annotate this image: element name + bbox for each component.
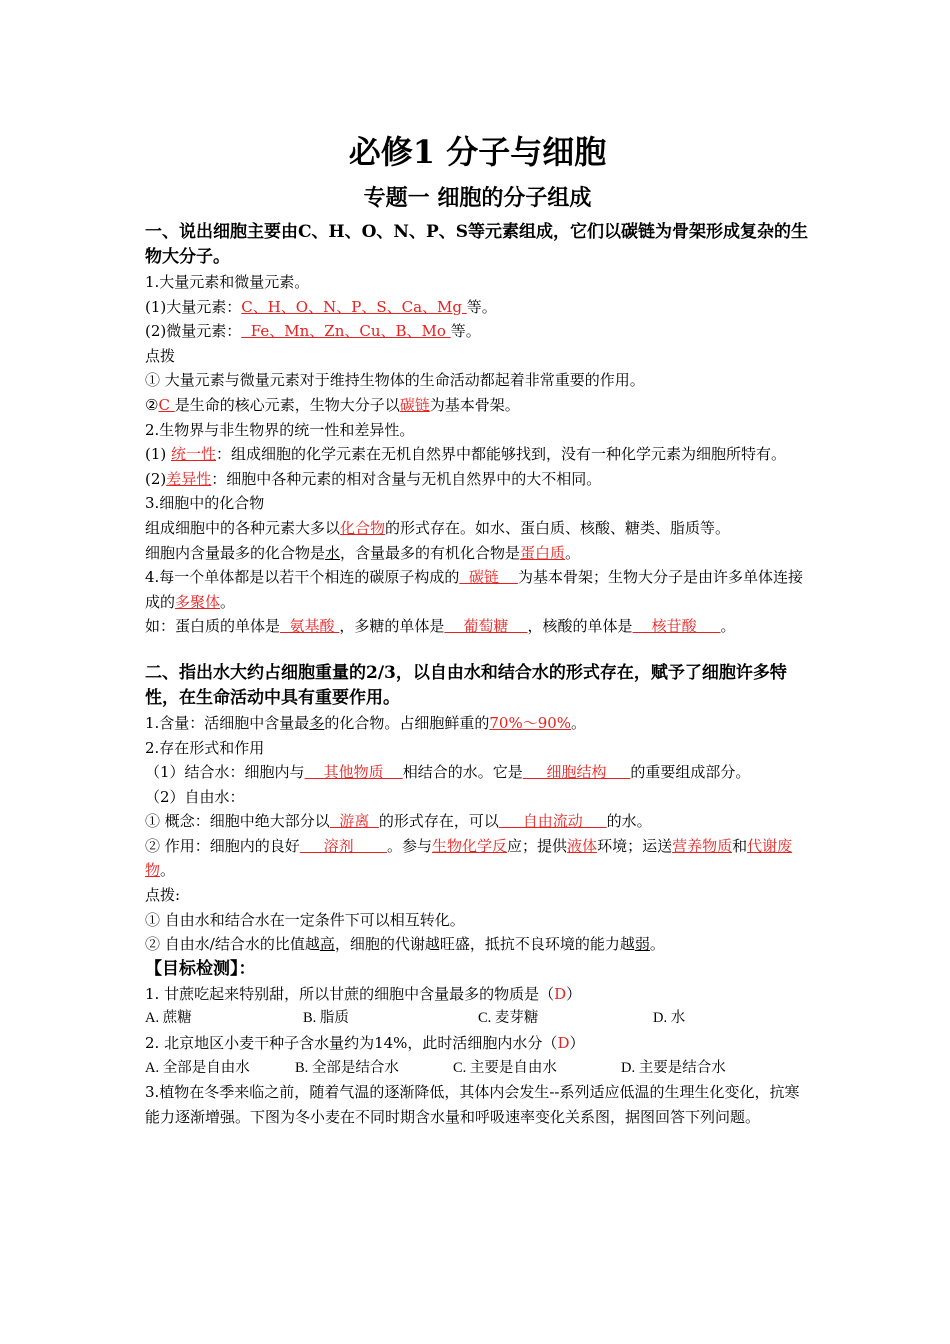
answer-text: 差异性 [166, 469, 212, 488]
document-page [145, 130, 810, 1129]
paragraph: 4.每一个单体都是以若干个相连的碳原子构成的 碳链 为基本骨架；生物大分子是由许多单体连接成的多聚体。 [145, 568, 803, 611]
section-spacer [145, 639, 810, 661]
question-1: 1. 甘蔗吃起来特别甜，所以甘蔗的细胞中含量最多的物质是（D） [145, 984, 582, 1003]
paragraph: 1.含量：活细胞中含量最多的化合物。占细胞鲜重的70%～90%。 [145, 713, 587, 732]
option-d: D. 水 [653, 1010, 686, 1027]
option-d: D. 主要是结合水 [621, 1059, 726, 1076]
answer-text: 自由流动 [498, 812, 607, 831]
answer-text: 液体 [567, 836, 598, 855]
section-2-heading: 二、指出水大约占细胞重量的2/3，以自由水和结合水的形式存在，赋予了细胞许多特性，在生命活动中具有重要作用。 [145, 662, 787, 708]
answer-text: 70%～90% [489, 713, 572, 732]
question-2-options [145, 1056, 810, 1081]
answer-text: C、H、O、N、P、S、Ca、Mg [241, 297, 467, 316]
paragraph: 2.生物界与非生物界的统一性和差异性。 [145, 420, 415, 439]
paragraph: ② 自由水/结合水的比值越高，细胞的代谢越旺盛，抵抗不良环境的能力越弱。 [145, 935, 665, 954]
answer-text: 溶剂 [299, 836, 387, 855]
paragraph: (1)大量元素：C、H、O、N、P、S、Ca、Mg 等。 [145, 297, 497, 316]
answer-text: 其他物质 [304, 763, 403, 782]
answer-text: 氨基酸 [280, 617, 340, 636]
option-b: B. 全部是结合水 [295, 1059, 399, 1076]
answer-text: Fe、Mn、Zn、Cu、B、Mo [241, 322, 451, 341]
paragraph: (2)差异性：细胞中各种元素的相对含量与无机自然界中的大不相同。 [145, 469, 602, 488]
paragraph: 1.大量元素和微量元素。 [145, 273, 310, 291]
page-title: 必修1 分子与细胞 [348, 133, 607, 171]
paragraph: （2）自由水： [145, 787, 245, 806]
answer-text: 化合物 [340, 518, 386, 537]
option-a: A. 全部是自由水 [145, 1059, 250, 1076]
answer-text: 营养物质 [672, 836, 733, 855]
answer-text: C [158, 395, 175, 414]
answer-text: 蛋白质 [520, 543, 566, 562]
answer-text: 碳链 [399, 395, 430, 414]
answer-text: 游离 [329, 812, 379, 831]
paragraph: ① 概念：细胞中绝大部分以 游离 的形式存在，可以 自由流动 的水。 [145, 812, 652, 831]
answer-text: 代谢废物 [145, 836, 793, 880]
option-c: C. 主要是自由水 [453, 1059, 557, 1076]
paragraph: ②C 是生命的核心元素，生物大分子以碳链为基本骨架。 [145, 395, 520, 414]
paragraph: 点拨 [145, 346, 176, 365]
paragraph: ① 大量元素与微量元素对于维持生物体的生命活动都起着非常重要的作用。 [145, 371, 645, 390]
option-b: B. 脂质 [303, 1010, 349, 1027]
paragraph: ② 作用：细胞内的良好 溶剂 。参与生物化学反应；提供液体环境；运送营养物质和代谢废物。 [145, 836, 793, 880]
paragraph: 组成细胞中的各种元素大多以化合物的形式存在。如水、蛋白质、核酸、糖类、脂质等。 [145, 518, 731, 537]
paragraph: (1) 统一性：组成细胞的化学元素在无机自然界中都能够找到，没有一种化学元素为细胞所特有。 [145, 445, 787, 464]
answer-text: 葡萄糖 [444, 617, 528, 636]
paragraph: (2)微量元素： Fe、Mn、Zn、Cu、B、Mo 等。 [145, 322, 481, 341]
paragraph: ① 自由水和结合水在一定条件下可以相互转化。 [145, 910, 465, 929]
answer-text: D [557, 1034, 570, 1053]
quiz-heading: 【目标检测】： [145, 958, 256, 979]
paragraph: （1）结合水：细胞内与 其他物质 相结合的水。它是 细胞结构 的重要组成部分。 [145, 763, 751, 782]
paragraph: 点拨: [145, 886, 181, 905]
paragraph: 如：蛋白质的单体是 氨基酸 ，多糖的单体是 葡萄糖 ，核酸的单体是 核苷酸 。 [145, 617, 736, 636]
option-a: A. 蔗糖 [145, 1010, 192, 1027]
answer-text: 核苷酸 [632, 617, 721, 636]
paragraph: 2.存在形式和作用 [145, 738, 265, 757]
paragraph: 细胞内含量最多的化合物是水，含量最多的有机化合物是蛋白质。 [145, 543, 581, 562]
section-1-heading: 一、说出细胞主要由C、H、O、N、P、S等元素组成，它们以碳链为骨架形成复杂的生物大分子。 [145, 222, 808, 267]
answer-text: D [554, 984, 567, 1003]
answer-text: 生物化学反 [432, 836, 508, 855]
answer-text: 统一性 [171, 445, 217, 464]
question-2: 2. 北京地区小麦干种子含水量约为14%，此时活细胞内水分（D） [145, 1034, 585, 1053]
option-c: C. 麦芽糖 [478, 1010, 539, 1027]
answer-text: 细胞结构 [522, 763, 631, 782]
paragraph: 3.细胞中的化合物 [145, 494, 265, 513]
answer-text: 多聚体 [175, 592, 221, 611]
question-3: 3.植物在冬季来临之前，随着气温的逐渐降低，其体内会发生--系列适应低温的生理生化变化，抗寒能力逐渐增强。下图为冬小麦在不同时期含水量和呼吸速率变化关系图，据图回答下列问题。 [145, 1083, 800, 1126]
answer-text: 碳链 [459, 568, 518, 587]
question-1-options [145, 1006, 810, 1031]
page-subtitle: 专题一 细胞的分子组成 [363, 185, 592, 211]
